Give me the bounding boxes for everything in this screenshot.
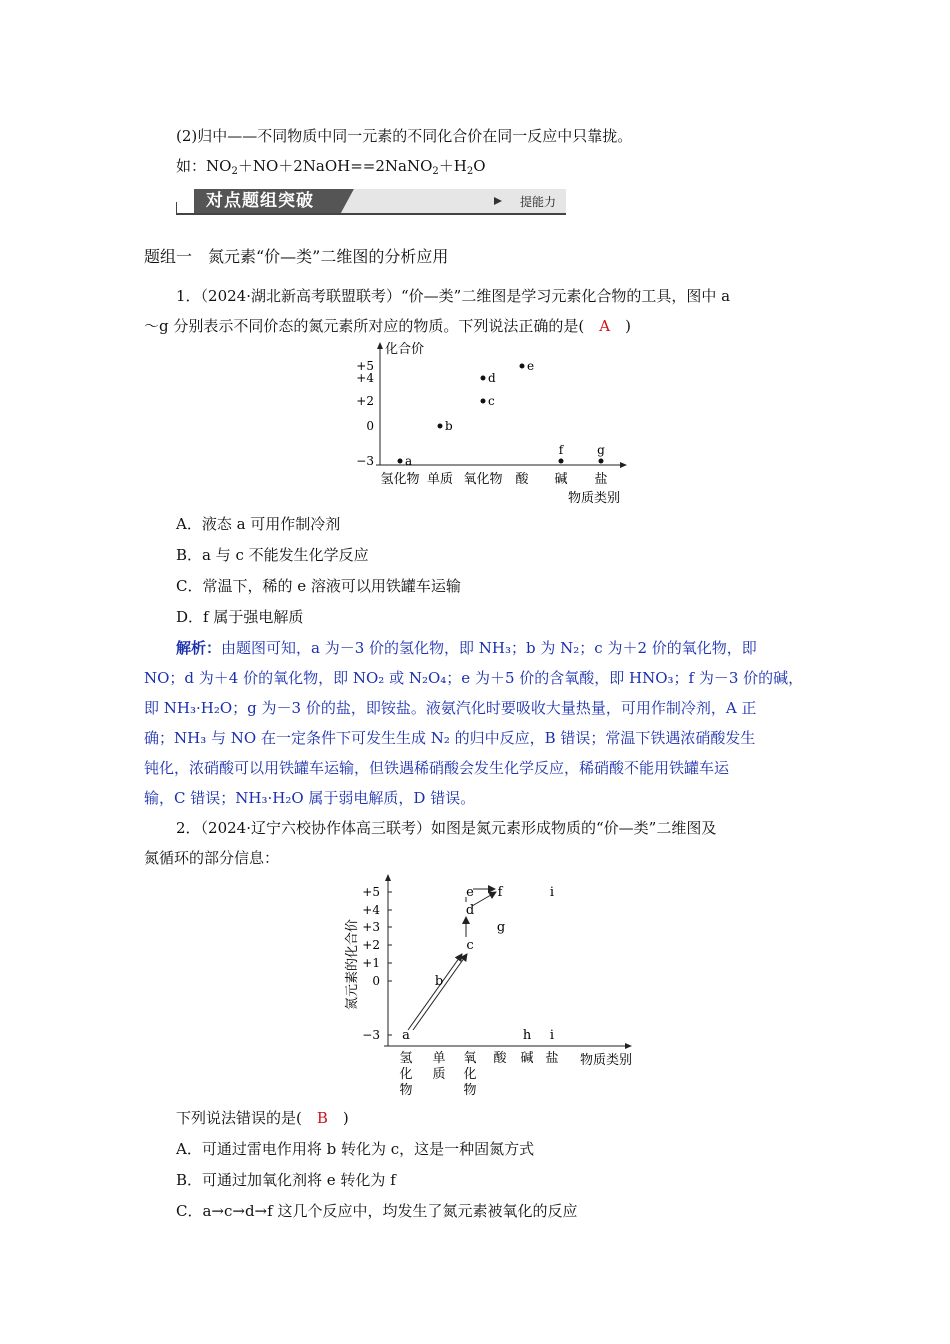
chart1-x-tick: 盐 (594, 472, 608, 487)
q1-analysis-line-4: 确；NH₃ 与 NO 在一定条件下可发生生成 N₂ 的归中反应，B 错误；常温下铁遇浓硝酸发生 (144, 729, 756, 747)
chart2-point-h: h (522, 1028, 532, 1043)
chart2-x-tick: 物 (463, 1083, 477, 1098)
chart2-x-tick: 化 (463, 1067, 477, 1082)
chart2-point-i: i (549, 1028, 555, 1043)
q1-answer: A (599, 317, 611, 335)
q1-option-c: C．常温下，稀的 e 溶液可以用铁罐车运输 (176, 577, 461, 595)
banner-right-label: 提能力 (512, 193, 556, 210)
chart1-point-f (559, 459, 564, 464)
chart2-y-label: 氮元素的化合价 (345, 918, 360, 1010)
arrow-icon (512, 195, 520, 209)
chart1-x-tick: 氧化物 (463, 472, 503, 487)
chart2-point-c: c (466, 938, 474, 953)
chart2-y-tick: +4 (362, 903, 380, 917)
chart1-x-tick: 碱 (554, 472, 568, 487)
chart1-point-label: g (597, 443, 605, 457)
chart1-x-tick: 酸 (515, 472, 529, 487)
chart1-point-label: d (488, 371, 496, 385)
chart1-point-b (438, 424, 443, 429)
intro-equation: 如：$NO_2+NO+2NaOH==2NaNO_2+H_2O$ (176, 157, 486, 177)
chart2-y-tick: −3 (362, 1028, 380, 1042)
chart1-y-tick: −3 (356, 454, 374, 468)
q1-analysis-line-2: NO；d 为＋4 价的氧化物，即 NO₂ 或 N₂O₄；e 为＋5 价的含氧酸，即 HNO₃；f 为－3 价的碱， (144, 669, 804, 687)
chart2-point-i: i (549, 885, 555, 900)
chart1-y-tick: +5 (356, 359, 374, 373)
chart2-y-tick: +1 (362, 956, 380, 970)
chart2-x-tick: 盐 (545, 1051, 559, 1066)
chart2-point-d: d (465, 903, 475, 918)
chart2-x-tick: 化 (399, 1067, 413, 1082)
chart1-point-label: e (527, 359, 535, 373)
chart1-y-tick: +2 (356, 394, 374, 408)
q2-option-c: C．a→c→d→f 这几个反应中，均发生了氮元素被氧化的反应 (176, 1202, 578, 1220)
q1-analysis-line-1: 解析：由题图可知，a 为－3 价的氢化物，即 NH₃；b 为 N₂；c 为＋2 价的氧化物，即 (176, 639, 757, 657)
chart1-point-g (599, 459, 604, 464)
chart1-point-e (520, 364, 525, 369)
chart1-point-label: f (558, 443, 564, 457)
chart-2 (340, 870, 650, 1100)
chart2-x-label: 物质类别 (580, 1053, 633, 1068)
chart2-y-tick: +2 (362, 938, 380, 952)
chart2-y-tick: 0 (372, 974, 380, 988)
chart2-point-b: b (434, 974, 444, 989)
chart2-x-tick: 碱 (520, 1051, 534, 1066)
chart2-x-tick: 物 (399, 1083, 413, 1098)
chart2-y-tick: +5 (362, 885, 380, 899)
q1-analysis-line-3: 即 NH₃·H₂O；g 为－3 价的盐，即铵盐。液氨汽化时要吸收大量热量，可用作制冷剂，A 正 (144, 699, 757, 717)
q1-stem-line-1: 1．（2024·湖北新高考联盟联考）“价—类”二维图是学习元素化合物的工具，图中 a (176, 287, 731, 305)
chart2-arrow-a-c (408, 954, 462, 1030)
section-title: 题组一 氮元素“价—类”二维图的分析应用 (144, 247, 449, 266)
q2-answer: B (316, 1109, 328, 1127)
q1-stem-line-2: ～g 分别表示不同价态的氮元素所对应的物质。下列说法正确的是( A ) (144, 317, 631, 335)
q1-option-b: B．a 与 c 不能发生化学反应 (176, 546, 369, 564)
q2-option-b: B．可通过加氧化剂将 e 转化为 f (176, 1171, 396, 1189)
q1-option-a: A．液态 a 可用作制冷剂 (176, 515, 341, 533)
q1-analysis-line-6: 输，C 错误；NH₃·H₂O 属于弱电解质，D 错误。 (144, 789, 476, 807)
chart2-x-tick: 酸 (493, 1051, 507, 1066)
q2-option-a: A．可通过雷电作用将 b 转化为 c，这是一种固氮方式 (176, 1140, 535, 1158)
intro-line-1: (2)归中——不同物质中同一元素的不同化合价在同一反应中只靠拢。 (176, 127, 633, 145)
chart1-y-label: 化合价 (385, 342, 425, 357)
chart1-point-d (481, 376, 486, 381)
chart2-arrow-d-f (472, 892, 496, 906)
chart1-point-label: b (445, 419, 453, 433)
section-banner (176, 187, 566, 217)
chart2-x-tick: 单 (432, 1051, 446, 1066)
q1-option-d: D．f 属于强电解质 (176, 608, 304, 626)
chart2-x-tick: 氢 (399, 1051, 413, 1066)
chart1-x-tick: 氢化物 (380, 472, 420, 487)
chart1-y-tick: 0 (366, 419, 374, 433)
chart2-x-tick: 质 (432, 1067, 446, 1082)
q2-stem-line-1: 2．（2024·辽宁六校协作体高三联考）如图是氮元素形成物质的“价—类”二维图及 (176, 819, 717, 837)
chart1-point-c (481, 399, 486, 404)
chart-1 (340, 340, 640, 510)
chart1-x-tick: 单质 (426, 472, 454, 487)
chart1-x-label: 物质类别 (568, 491, 621, 506)
chart2-point-a: a (402, 1028, 410, 1043)
q1-analysis-line-5: 钝化，浓硝酸可以用铁罐车运输，但铁遇稀硝酸会发生化学反应，稀硝酸不能用铁罐车运 (144, 759, 730, 777)
q2-stem-line-2: 氮循环的部分信息： (144, 849, 280, 867)
chart2-y-tick: +3 (362, 920, 380, 934)
chart2-point-g: g (496, 920, 506, 935)
q2-question: 下列说法错误的是( B ) (176, 1109, 349, 1127)
chart1-y-tick: +4 (356, 371, 374, 385)
chart2-point-f: f (497, 885, 503, 900)
chart2-x-tick: 氧 (463, 1051, 477, 1066)
chart2-arrow-a-c-2 (413, 954, 467, 1030)
chart1-point-label: c (488, 394, 495, 408)
chart1-point-a (398, 459, 403, 464)
chart2-point-e: e (466, 885, 474, 900)
banner-title: 对点题组突破 (206, 191, 314, 211)
chart1-point-label: a (405, 454, 413, 468)
